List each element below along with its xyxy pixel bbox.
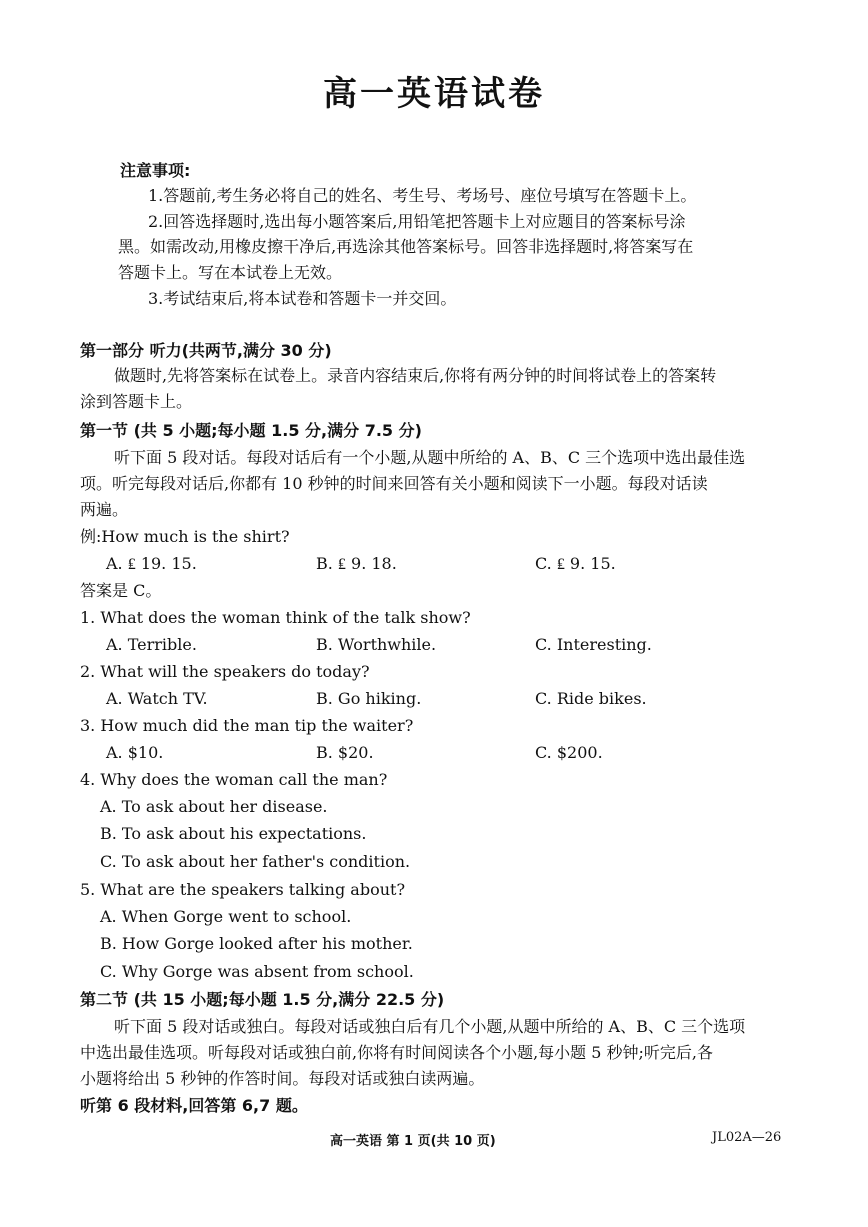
example-question: 例:How much is the shirt? — [80, 527, 290, 546]
footer-page-info: 高一英语 第 1 页(共 10 页) — [330, 1134, 496, 1149]
part1-intro-line-1: 做题时,先将答案标在试卷上。录音内容结束后,你将有两分钟的时间将试卷上的答案转 — [114, 366, 717, 385]
example-option-c: C. ₤ 9. 15. — [535, 554, 616, 573]
question-2-option-c: C. Ride bikes. — [535, 689, 647, 708]
question-5: 5. What are the speakers talking about? — [80, 880, 406, 899]
section1-intro-line-2: 项。听完每段对话后,你都有 10 秒钟的时间来回答有关小题和阅读下一小题。每段对话读 — [80, 474, 708, 493]
section2-intro-line-3: 小题将给出 5 秒钟的作答时间。每段对话或独白读两遍。 — [80, 1069, 485, 1088]
section2-heading: 第二节 (共 15 小题;每小题 1.5 分,满分 22.5 分) — [80, 990, 445, 1009]
section1-intro-line-3: 两遍。 — [80, 500, 129, 519]
section1-intro-line-1: 听下面 5 段对话。每段对话后有一个小题,从题中所给的 A、B、C 三个选项中选出最佳选 — [114, 448, 746, 467]
notice-item-2-line-1: 2.回答选择题时,选出每小题答案后,用铅笔把答题卡上对应题目的答案标号涂 — [148, 212, 686, 231]
part1-intro-line-2: 涂到答题卡上。 — [80, 392, 193, 411]
example-option-a: A. ₤ 19. 15. — [106, 554, 197, 573]
section2-intro-line-1: 听下面 5 段对话或独白。每段对话或独白后有几个小题,从题中所给的 A、B、C 三个选项 — [114, 1017, 746, 1036]
question-3-option-c: C. $200. — [535, 743, 603, 762]
notice-heading: 注意事项: — [120, 161, 191, 180]
example-option-b: B. ₤ 9. 18. — [316, 554, 397, 573]
question-2: 2. What will the speakers do today? — [80, 662, 370, 681]
part1-heading: 第一部分 听力(共两节,满分 30 分) — [80, 341, 332, 360]
question-2-option-b: B. Go hiking. — [316, 689, 422, 708]
question-1-option-c: C. Interesting. — [535, 635, 652, 654]
question-5-option-c: C. Why Gorge was absent from school. — [100, 962, 414, 981]
notice-item-2-line-3: 答题卡上。写在本试卷上无效。 — [118, 263, 343, 282]
section1-heading: 第一节 (共 5 小题;每小题 1.5 分,满分 7.5 分) — [80, 421, 422, 440]
page-title: 高一英语试卷 — [323, 74, 545, 114]
question-1-option-a: A. Terrible. — [106, 635, 197, 654]
notice-item-2-line-2: 黑。如需改动,用橡皮擦干净后,再选涂其他答案标号。回答非选择题时,将答案写在 — [118, 237, 694, 256]
question-4-option-c: C. To ask about her father's condition. — [100, 852, 411, 871]
question-5-option-b: B. How Gorge looked after his mother. — [100, 934, 413, 953]
question-1-option-b: B. Worthwhile. — [316, 635, 437, 654]
question-3-option-b: B. $20. — [316, 743, 374, 762]
question-5-option-a: A. When Gorge went to school. — [100, 907, 352, 926]
footer-code: JL02A—26 — [712, 1130, 782, 1145]
question-1: 1. What does the woman think of the talk show? — [80, 608, 471, 627]
question-4-option-b: B. To ask about his expectations. — [100, 824, 367, 843]
example-answer: 答案是 C。 — [80, 581, 162, 600]
question-4-option-a: A. To ask about her disease. — [100, 797, 328, 816]
section2-intro-line-2: 中选出最佳选项。听每段对话或独白前,你将有时间阅读各个小题,每小题 5 秒钟;听完后,各 — [80, 1043, 714, 1062]
question-3: 3. How much did the man tip the waiter? — [80, 716, 414, 735]
question-4: 4. Why does the woman call the man? — [80, 770, 388, 789]
notice-item-3: 3.考试结束后,将本试卷和答题卡一并交回。 — [148, 289, 457, 308]
notice-item-1: 1.答题前,考生务必将自己的姓名、考生号、考场号、座位号填写在答题卡上。 — [148, 186, 697, 205]
section2-material: 听第 6 段材料,回答第 6,7 题。 — [80, 1096, 308, 1115]
question-3-option-a: A. $10. — [106, 743, 164, 762]
question-2-option-a: A. Watch TV. — [106, 689, 208, 708]
